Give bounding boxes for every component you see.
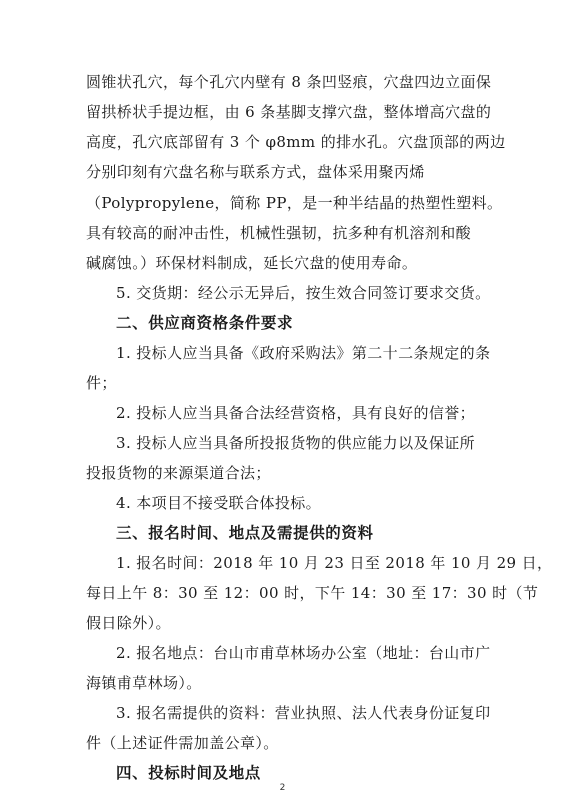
list-item: 4. 本项目不接受联合体投标。 (116, 494, 322, 512)
section-heading-registration: 三、报名时间、地点及需提供的资料 (116, 524, 374, 542)
body-text-line: 圆锥状孔穴，每个孔穴内壁有 8 条凹竖痕，穴盘四边立面保 (86, 73, 492, 91)
body-text-line: 高度，孔穴底部留有 3 个 φ8mm 的排水孔。穴盘顶部的两边 (86, 133, 506, 151)
list-item-continuation: 假日除外）。 (86, 614, 171, 632)
list-item-continuation: 海镇甫草林场）。 (86, 674, 202, 692)
list-item: 2. 报名地点：台山市甫草林场办公室（地址：台山市广 (116, 644, 491, 662)
page-number: 2 (279, 783, 286, 793)
body-text-line: 碱腐蚀。）环保材料制成，延长穴盘的使用寿命。 (86, 254, 418, 272)
list-item-continuation: 件； (86, 374, 117, 392)
list-item: 3. 报名需提供的资料：营业执照、法人代表身份证复印 (116, 704, 491, 722)
list-item-continuation: 件（上述证件需加盖公章）。 (86, 734, 279, 752)
section-heading-bidding: 四、投标时间及地点 (116, 764, 261, 782)
delivery-term: 5. 交货期：经公示无异后，按生效合同签订要求交货。 (116, 284, 491, 302)
list-item: 3. 投标人应当具备所投报货物的供应能力以及保证所 (116, 434, 476, 452)
body-text-line: 留拱桥状手提边框，由 6 条基脚支撑穴盘，整体增高穴盘的 (86, 103, 492, 121)
body-text-line: 具有较高的耐冲击性，机械性强韧，抗多种有机溶剂和酸 (86, 224, 472, 242)
list-item-continuation: 每日上午 8：30 至 12：00 时，下午 14：30 至 17：30 时（节 (86, 584, 539, 602)
body-text-line: 分别印刻有穴盘名称与联系方式，盘体采用聚丙烯 (86, 163, 425, 181)
list-item: 1. 投标人应当具备《政府采购法》第二十二条规定的条 (116, 344, 491, 362)
list-item: 1. 报名时间：2018 年 10 月 23 日至 2018 年 10 月 29 日， (116, 554, 553, 572)
body-text-line: （Polypropylene，简称 PP，是一种半结晶的热塑性塑料。 (86, 194, 503, 212)
list-item-continuation: 投报货物的来源渠道合法； (86, 464, 271, 482)
list-item: 2. 投标人应当具备合法经营资格，具有良好的信誉； (116, 404, 476, 422)
section-heading-qualifications: 二、供应商资格条件要求 (116, 314, 294, 332)
